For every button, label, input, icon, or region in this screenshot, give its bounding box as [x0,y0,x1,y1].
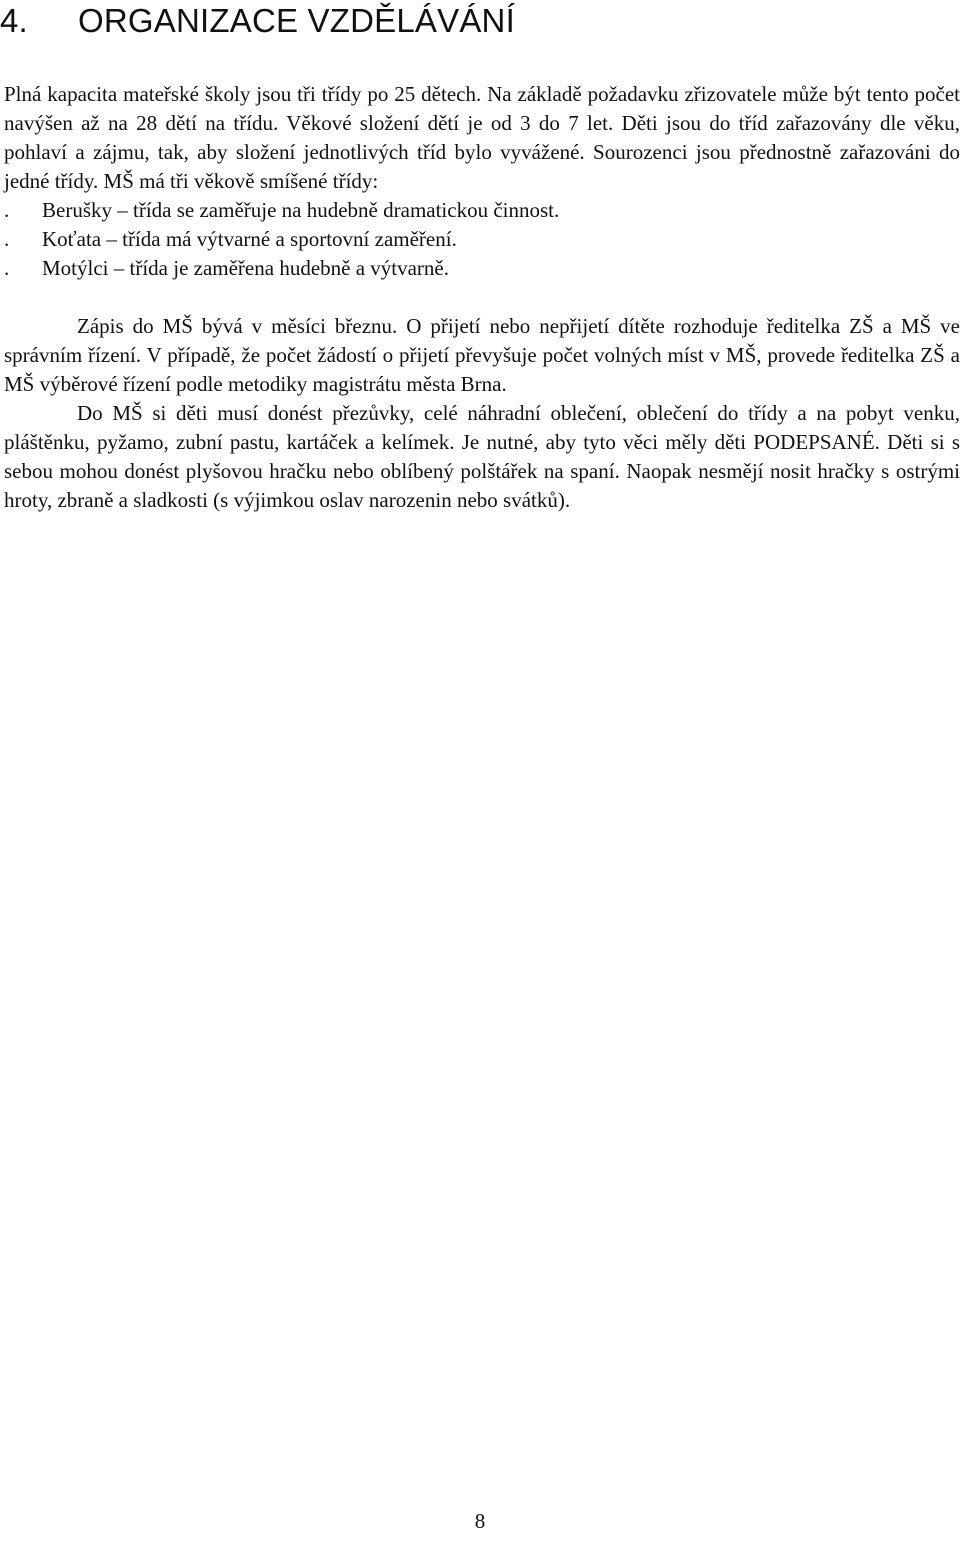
list-bullet: . [4,227,10,251]
class-list-item-kotata [4,225,960,254]
list-bullet: . [4,198,10,222]
supplies-paragraph: Do MŠ si děti musí donést přezůvky, celé náhradní oblečení, oblečení do třídy a na pobyt venku, pláštěnku, pyžamo, zubní pastu, kartáček a kelímek. Je nutné, aby tyto věci měly děti PODEPSANÉ. Děti si s sebou mohou donést plyšovou hračku nebo oblíbený polštářek na spaní. Naopak nesmějí nosit hračky s ostrými hroty, zbraně a sladkosti (s výjimkou oslav narozenin nebo svátků). [4,401,960,512]
class-list-item-berusky [4,196,960,225]
body-text [4,80,960,515]
page-number: 8 [474,1509,486,1533]
section-number: 4. [0,2,28,39]
class-list [4,196,960,283]
paragraph-spacer [4,283,960,312]
section-heading [0,2,515,40]
class-description: Koťata – třída má výtvarné a sportovní zaměření. [42,227,457,251]
enrollment-paragraph: Zápis do MŠ bývá v měsíci březnu. O přijetí nebo nepřijetí dítěte rozhoduje ředitelka ZŠ a MŠ ve správním řízení. V případě, že počet žádostí o přijetí převyšuje počet volných míst v MŠ, provede ředitelka ZŠ a MŠ výběrové řízení podle metodiky magistrátu města Brna. [4,314,960,396]
class-description: Berušky – třída se zaměřuje na hudebně dramatickou činnost. [42,198,560,222]
list-bullet: . [4,256,10,280]
section-title: ORGANIZACE VZDĚLÁVÁNÍ [78,2,515,39]
intro-paragraph: Plná kapacita mateřské školy jsou tři třídy po 25 dětech. Na základě požadavku zřizovatele může být tento počet navýšen až na 28 dětí na třídu. Věkové složení dětí je od 3 do 7 let. Děti jsou do tříd zařazovány dle věku, pohlaví a zájmu, tak, aby složení jednotlivých tříd bylo vyvážené. Sourozenci jsou přednostně zařazováni do jedné třídy. MŠ má tři věkově smíšené třídy: [4,82,960,193]
class-list-item-motylci [4,254,960,283]
class-description: Motýlci – třída je zaměřena hudebně a výtvarně. [42,256,449,280]
